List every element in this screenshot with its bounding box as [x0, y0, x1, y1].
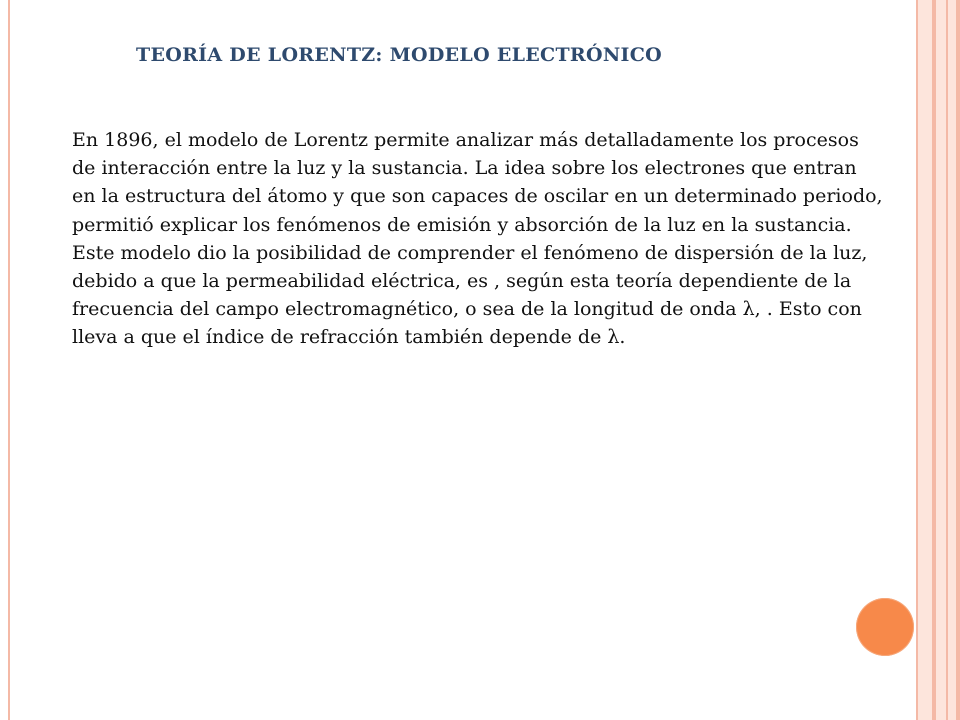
right-stripe — [948, 0, 956, 720]
decorative-circle — [856, 598, 914, 656]
left-border-line — [8, 0, 10, 720]
right-stripe — [956, 0, 960, 720]
right-stripe — [918, 0, 932, 720]
right-stripe — [936, 0, 946, 720]
slide-paragraph: En 1896, el modelo de Lorentz permite analizar más detalladamente los procesos de interacción entre la luz y la sustancia. La idea sobre los electrones que entran en la estructura del átomo y que son capaces de oscilar en un determinado periodo, permitió explicar los fenómenos de emisión y absorción de la luz en la sustancia. Este modelo dio la posibilidad de comprender el fenómeno de dispersión de la luz, debido a que la permeabilidad eléctrica, es , según esta teoría dependiente de la frecuencia del campo electromagnético, o sea de la longitud de onda λ, . Esto con lleva a que el índice de refracción también depende de λ. — [72, 129, 883, 349]
slide-title: TEORÍA DE LORENTZ: MODELO ELECTRÓNICO — [136, 44, 662, 66]
